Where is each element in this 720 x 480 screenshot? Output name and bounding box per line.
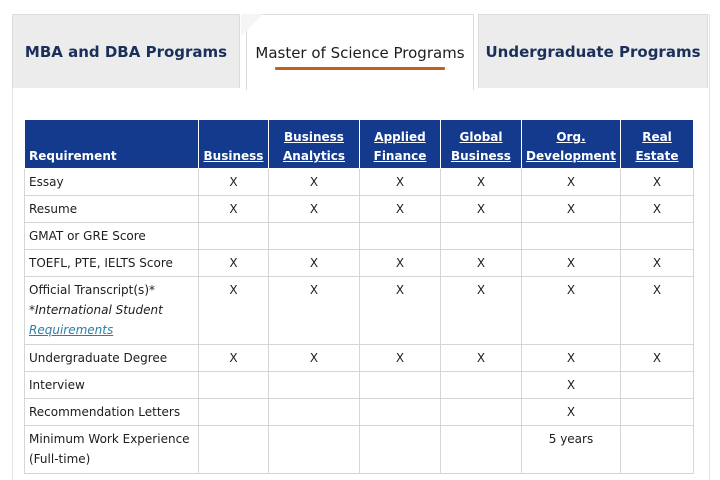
table-cell: X [522, 277, 621, 345]
program-line-2: Business [451, 149, 511, 163]
requirement-label: Recommendation Letters [25, 399, 199, 426]
table-cell: X [441, 250, 522, 277]
table-row [25, 223, 694, 250]
tab-label [255, 44, 464, 62]
table-cell: X [360, 277, 441, 345]
program-line-1: Real [642, 130, 672, 144]
program-header-global-business[interactable] [441, 120, 522, 169]
table-cell: X [441, 345, 522, 372]
table-cell: X [441, 196, 522, 223]
program-link[interactable] [635, 128, 678, 168]
table-cell: X [269, 345, 360, 372]
table-cell: X [441, 169, 522, 196]
requirement-label [25, 426, 199, 474]
table-cell: X [522, 250, 621, 277]
requirement-label: TOEFL, PTE, IELTS Score [25, 250, 199, 277]
table-cell: X [522, 345, 621, 372]
table-cell: X [522, 372, 621, 399]
table-header-row [25, 120, 694, 169]
table-row [25, 399, 694, 426]
table-cell: X [621, 277, 694, 345]
table-cell: X [269, 169, 360, 196]
table-cell [441, 399, 522, 426]
table-cell [269, 223, 360, 250]
program-line-1: Org. [556, 130, 586, 144]
table-cell: X [621, 196, 694, 223]
program-header-real-estate[interactable] [621, 120, 694, 169]
table-cell: X [621, 250, 694, 277]
international-note: *International Student [29, 303, 163, 317]
program-header-org-development[interactable] [522, 120, 621, 169]
tab-master-of-science-programs[interactable] [246, 14, 474, 90]
program-link[interactable] [451, 128, 511, 168]
table-cell [199, 426, 269, 474]
program-line-2: Finance [373, 149, 427, 163]
tab-label-text: Master of Science Programs [255, 43, 465, 62]
requirement-label: Essay [25, 169, 199, 196]
requirement-header: Requirement [25, 120, 199, 169]
table-cell: X [199, 196, 269, 223]
tab-label: Undergraduate Programs [485, 42, 701, 61]
requirement-label-line-2: (Full-time) [29, 452, 91, 466]
program-line-2: Development [526, 149, 616, 163]
table-cell [441, 372, 522, 399]
table-cell [360, 426, 441, 474]
table-cell: X [199, 345, 269, 372]
table-cell: X [269, 196, 360, 223]
program-link[interactable]: Business [203, 149, 264, 163]
table-cell: X [269, 250, 360, 277]
program-header-applied-finance[interactable] [360, 120, 441, 169]
tab-label: MBA and DBA Programs [24, 42, 228, 61]
table-cell: X [199, 277, 269, 345]
requirement-label-text: Official Transcript(s)* [29, 283, 155, 297]
program-link[interactable] [283, 128, 345, 168]
table-row [25, 250, 694, 277]
table-cell [522, 223, 621, 250]
table-cell [441, 426, 522, 474]
table-row [25, 426, 694, 474]
program-line-2: Analytics [283, 149, 345, 163]
table-cell: X [522, 399, 621, 426]
requirements-table [24, 119, 694, 474]
program-header-business[interactable] [199, 120, 269, 169]
table-cell: 5 years [522, 426, 621, 474]
table-cell: X [621, 345, 694, 372]
table-cell [199, 372, 269, 399]
program-link[interactable] [526, 128, 616, 168]
table-cell [621, 399, 694, 426]
table-cell [621, 223, 694, 250]
table-cell [441, 223, 522, 250]
table-row [25, 372, 694, 399]
table-cell [621, 372, 694, 399]
table-cell: X [360, 169, 441, 196]
table-cell: X [360, 196, 441, 223]
program-header-business-analytics[interactable] [269, 120, 360, 169]
table-cell [269, 426, 360, 474]
requirement-label: Interview [25, 372, 199, 399]
table-cell [360, 399, 441, 426]
table-cell [269, 372, 360, 399]
requirement-label: Resume [25, 196, 199, 223]
tab-fold-corner [241, 14, 263, 36]
table-cell [199, 223, 269, 250]
requirement-label: Undergraduate Degree [25, 345, 199, 372]
tab-mba-dba-programs[interactable] [12, 14, 240, 88]
requirement-label [25, 277, 199, 345]
program-link[interactable] [374, 128, 427, 168]
table-cell [360, 223, 441, 250]
table-cell [621, 426, 694, 474]
table-row [25, 169, 694, 196]
table-cell [199, 399, 269, 426]
program-line-1: Business [284, 130, 344, 144]
program-line-1: Applied [374, 130, 426, 144]
table-cell: X [621, 169, 694, 196]
table-cell: X [199, 169, 269, 196]
tab-undergraduate-programs[interactable] [478, 14, 708, 88]
table-cell: X [522, 169, 621, 196]
table-cell: X [360, 345, 441, 372]
table-cell: X [269, 277, 360, 345]
table-cell: X [360, 250, 441, 277]
table-row [25, 277, 694, 345]
table-row [25, 196, 694, 223]
active-tab-underline [275, 67, 444, 70]
table-row [25, 345, 694, 372]
program-line-2: Estate [635, 149, 679, 163]
requirement-label-line-1: Minimum Work Experience [29, 432, 190, 446]
international-requirements-link[interactable]: Requirements [29, 323, 114, 337]
requirement-label: GMAT or GRE Score [25, 223, 199, 250]
table-cell [269, 399, 360, 426]
table-cell: X [522, 196, 621, 223]
program-line-1: Global [459, 130, 503, 144]
table-cell [360, 372, 441, 399]
table-cell: X [441, 277, 522, 345]
table-cell: X [199, 250, 269, 277]
